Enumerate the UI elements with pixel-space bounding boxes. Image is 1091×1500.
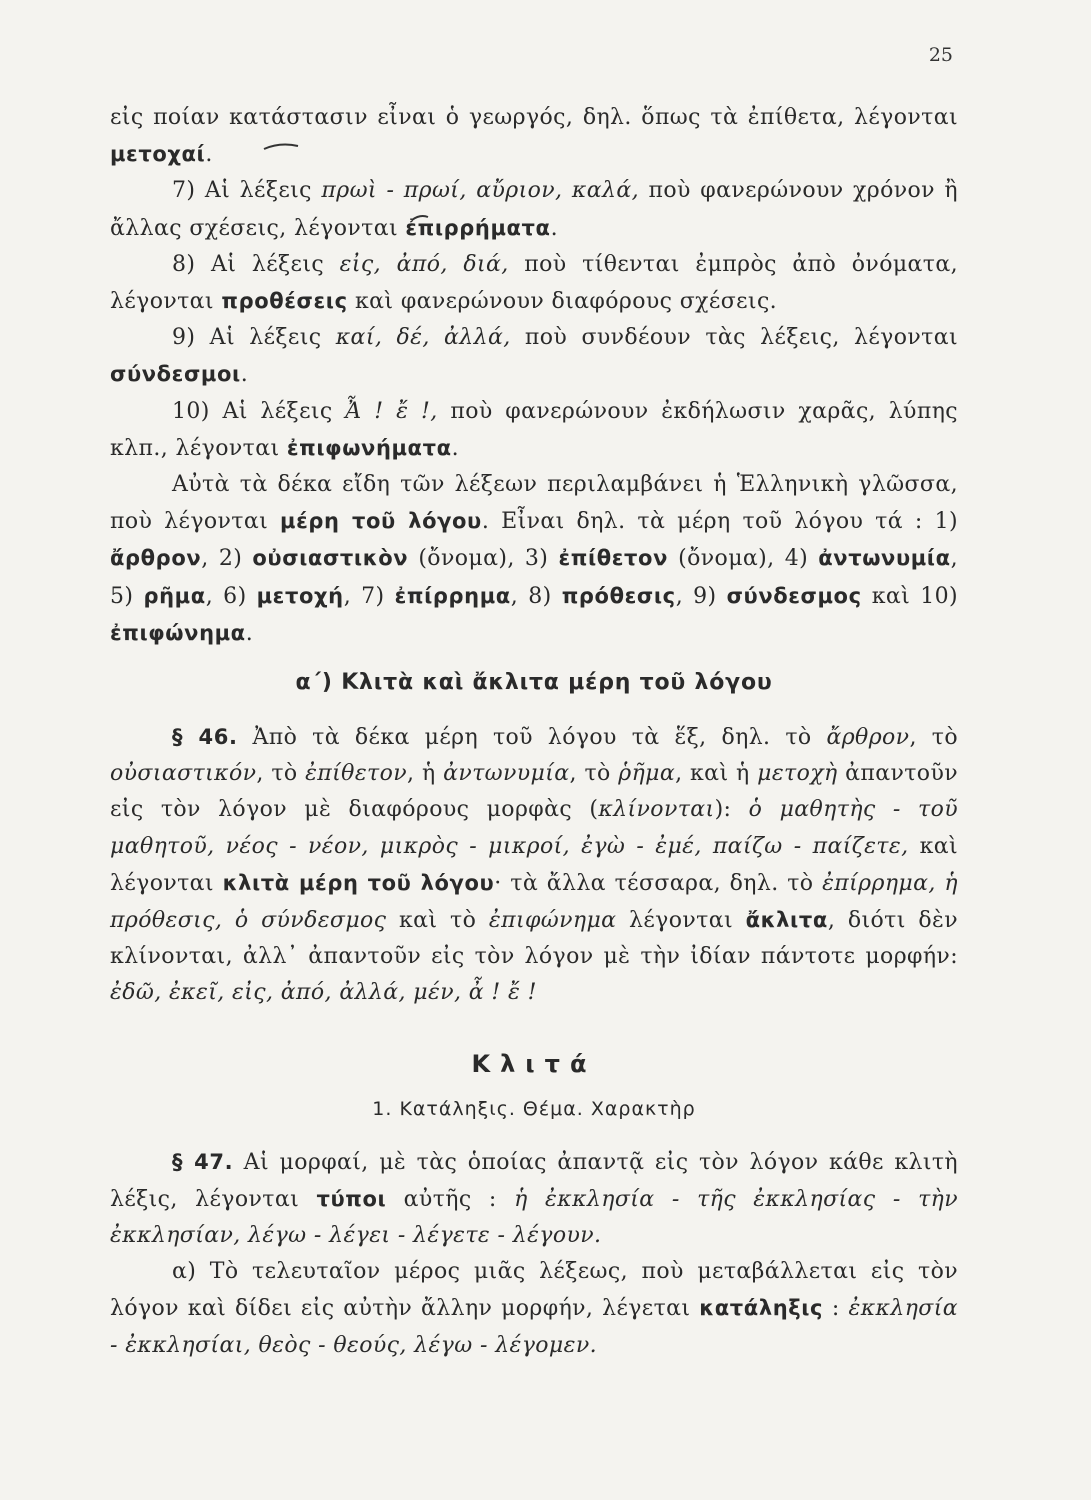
paragraph-intro: εἰς ποίαν κατάστασιν εἶναι ὁ γεωργός, δηλ. ὅπως τὰ ἐπίθετα, λέγονται μετοχαί. — [110, 105, 958, 168]
pen-mark-underline — [262, 140, 302, 154]
paragraph-7: 7) Αἱ λέξεις πρωὶ - πρωί, αὔριον, καλά, ποὺ φανερώνουν χρόνον ἢ ἄλλας σχέσεις, λέγονται ἐπιρρήματα. — [110, 178, 959, 241]
page-content — [110, 100, 958, 1364]
paragraph-alpha: α) Τὸ τελευταῖον μέρος μιᾶς λέξεως, ποὺ μεταβάλλεται εἰς τὸν λόγον καὶ δίδει εἰς αὐτὴν ἄλλην μορφήν, λέγεται κατάληξις : ἐκκλησία - ἐκκλησίαι, θεὸς - θεούς, λέγω - λέγομεν. — [110, 1259, 958, 1358]
paragraph-10: 10) Αἱ λέξεις Ἆ ! ἔ !, ποὺ φανερώνουν ἐκδήλωσιν χαρᾶς, λύπης κλπ., λέγονται ἐπιφωνήματα. — [110, 398, 958, 461]
pen-mark-dash — [410, 212, 432, 224]
paragraph-parts-of-speech: Αὐτὰ τὰ δέκα εἴδη τῶν λέξεων περιλαμβάνει ἡ Ἑλληνικὴ γλῶσσα, ποὺ λέγονται μέρη τοῦ λόγου. Εἶναι δηλ. τὰ μέρη τοῦ λόγου τά : 1) ἄρθρον, 2) οὐσιαστικὸν (ὄνομα), 3) ἐπίθετον (ὄνομα), 4) ἀντωνυμία, 5) ρῆμα, 6) μετοχή, 7) ἐπίρρημα, 8) πρόθεσις, 9) σύνδεσμος καὶ 10) ἐπιφώνημα. — [110, 472, 959, 646]
page-number: 25 — [928, 44, 953, 66]
section-heading: α΄) Κλιτὰ καὶ ἄκλιτα μέρη τοῦ λόγου — [295, 670, 773, 696]
paragraph-47: § 47. Αἱ μορφαί, μὲ τὰς ὁποίας ἀπαντᾷ εἰς τὸν λόγον κάθε κλιτὴ λέξις, λέγονται τύποι αὐτῆς : ἡ ἐκκλησία - τῆς ἐκκλησίας - τὴν ἐκκλησίαν, λέγω - λέγει - λέγετε - λέγουν. — [110, 1149, 959, 1249]
paragraph-8: 8) Αἱ λέξεις εἰς, ἀπό, διά, ποὺ τίθενται ἐμπρὸς ἀπὸ ὀνόματα, λέγονται προθέσεις καὶ φανερώνουν διαφόρους σχέσεις. — [110, 251, 959, 315]
paragraph-46: § 46. Ἀπὸ τὰ δέκα μέρη τοῦ λόγου τὰ ἕξ, δηλ. τὸ ἄρθρον, τὸ οὐσιαστικόν, τὸ ἐπίθετον, ἡ ἀντωνυμία, τὸ ῥῆμα, καὶ ἡ μετοχὴ ἀπαντοῦν εἰς τὸν λόγον μὲ διαφόρους μορφὰς (κλίνονται): ὁ μαθητὴς - τοῦ μαθητοῦ, νέος - νέον, μικρὸς - μικροί, ἐγὼ - ἐμέ, παίζω - παίζετε, καὶ λέγονται κλιτὰ μέρη τοῦ λόγου· τὰ ἄλλα τέσσαρα, δηλ. τὸ ἐπίρρημα, ἡ πρόθεσις, ὁ σύνδεσμος καὶ τὸ ἐπιφώνημα λέγονται ἄκλιτα, διότι δὲν κλίνονται, ἀλλ᾿ ἀπαντοῦν εἰς τὸν λόγον μὲ τὴν ἰδίαν πάντοτε μορφήν: ἐδῶ, ἐκεῖ, εἰς, ἀπό, ἀλλά, μέν, ἆ ! ἔ ! — [110, 725, 959, 1006]
klita-heading: Κλιτά — [471, 1049, 597, 1078]
paragraph-9: 9) Αἱ λέξεις καί, δέ, ἀλλά, ποὺ συνδέουν τὰς λέξεις, λέγονται σύνδεσμοι. — [110, 325, 959, 388]
sub-heading: 1. Κατάληξις. Θέμα. Χαρακτὴρ — [372, 1097, 696, 1120]
